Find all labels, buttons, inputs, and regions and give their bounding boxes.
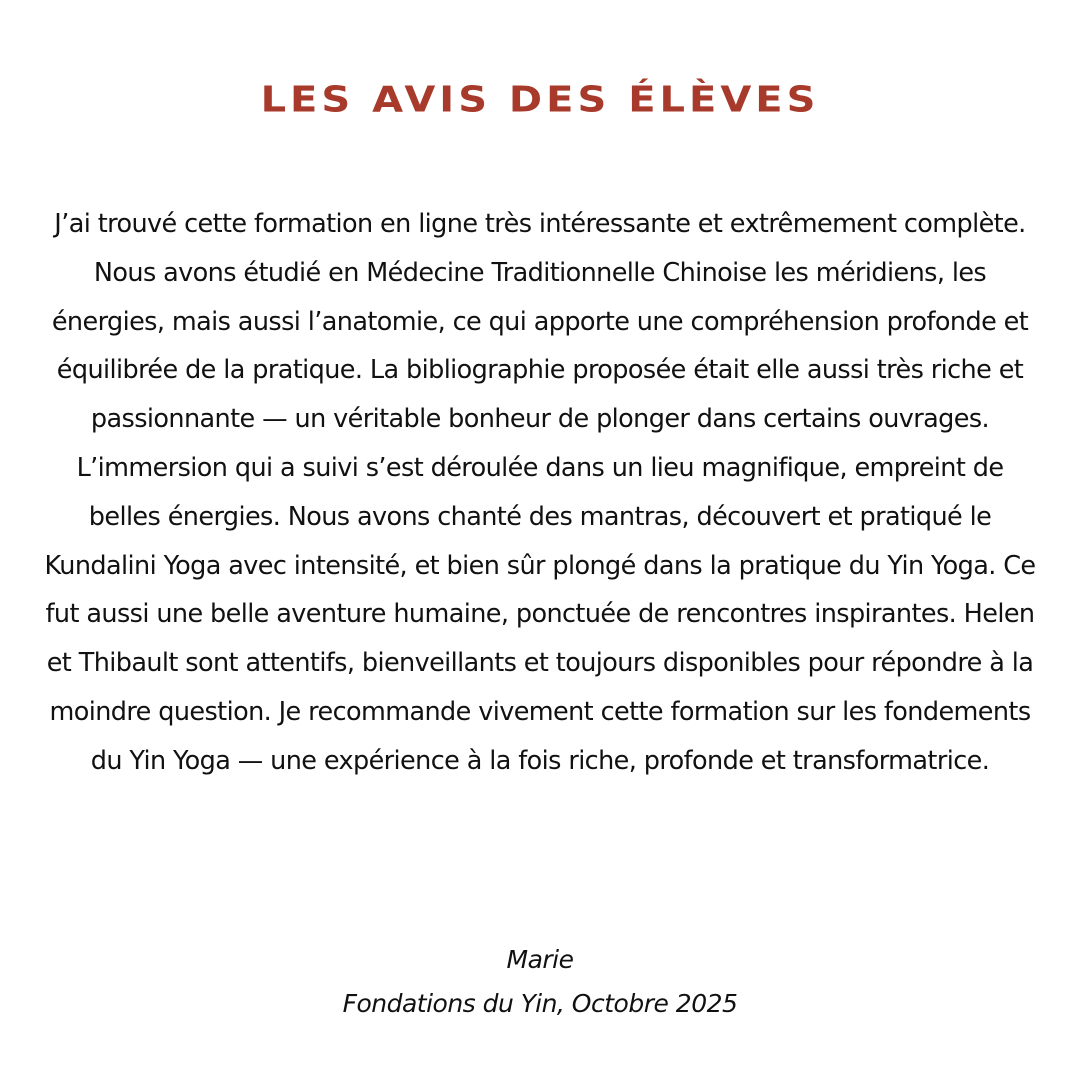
page-title: LES AVIS DES ÉLÈVES (260, 80, 820, 121)
course-info: Fondations du Yin, Octobre 2025 (342, 989, 738, 1018)
signature-block (0, 938, 1080, 1026)
review-text: J’ai trouvé cette formation en ligne très intéressante et extrêmement complète. Nous avons étudié en Médecine Traditionnelle Chinoise les méridiens, les énergies, mais aussi l’anatomie, ce qui apporte une compréhension profonde et équilibrée de la pratique. La bibliographie proposée était elle aussi très riche et passionnante — un véritable bonheur de plonger dans certains ouvrages. L’immersion qui a suivi s’est déroulée dans un lieu magnifique, empreint de belles énergies. Nous avons chanté des mantras, découvert et pratiqué le Kundalini Yoga avec intensité, et bien sûr plongé dans la pratique du Yin Yoga. Ce fut aussi une belle aventure humaine, ponctuée de rencontres inspirantes. Helen et Thibault sont attentifs, bienveillants et toujours disponibles pour répondre à la moindre question. Je recommande vivement cette formation sur les fondements du Yin Yoga — une expérience à la fois riche, profonde et transformatrice. (44, 209, 1036, 776)
author-name: Marie (506, 945, 574, 974)
